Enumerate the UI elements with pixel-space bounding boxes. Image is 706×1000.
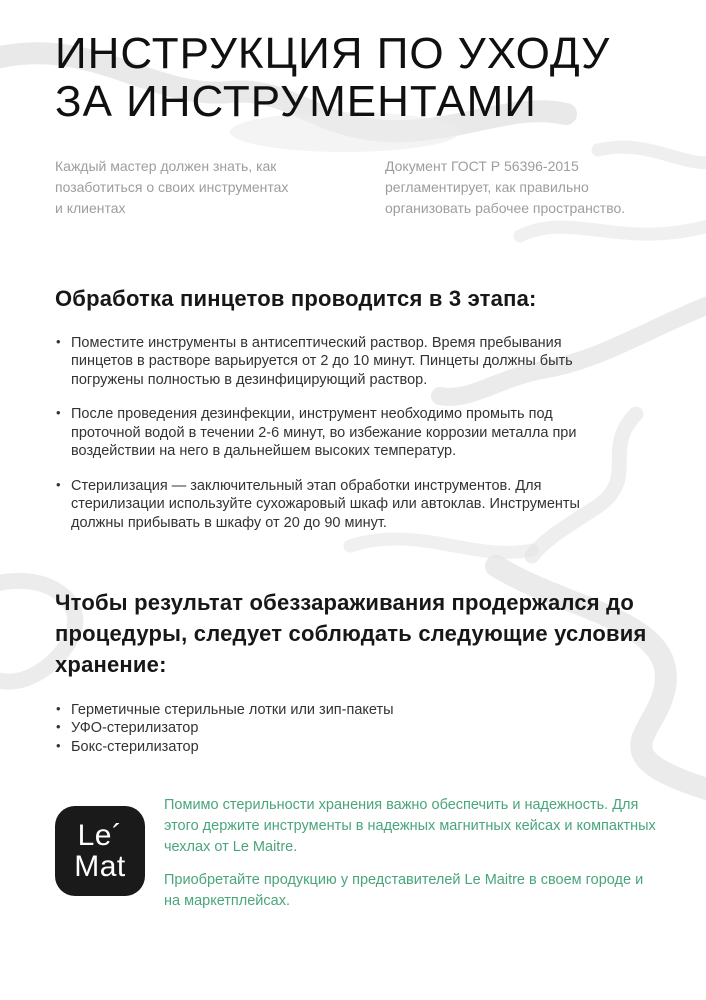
storage-options-list bbox=[55, 701, 656, 757]
processing-steps-list bbox=[55, 334, 656, 533]
storage-option-2: • УФО-стерилизатор bbox=[55, 719, 623, 738]
storage-option-3: • Бокс-стерилизатор bbox=[55, 738, 623, 757]
page-title-line-1: ИНСТРУКЦИЯ ПО УХОДУ bbox=[55, 29, 611, 78]
footer-paragraph-2: Приобретайте продукцию у представителей Le Maitre в своем городе и на маркетплейсах. bbox=[164, 871, 644, 909]
processing-step-1: • Поместите инструменты в антисептический раствор. Время пребывания пинцетов в растворе варьируется от 2 до 10 минут. Пинцеты должны быть погружены полностью в дезинфицирующий раствор. bbox=[55, 334, 623, 390]
page-title-line-2: ЗА ИНСТРУМЕНТАМИ bbox=[55, 76, 537, 126]
storage-heading: Чтобы результат обеззараживания продержался до процедуры, следует соблюдать следующие условия хранение: bbox=[55, 590, 647, 678]
intro-left-text: Каждый мастер должен знать, как позаботиться о своих инструментах и клиентах bbox=[55, 157, 289, 216]
storage-option-1: • Герметичные стерильные лотки или зип-пакеты bbox=[55, 701, 623, 720]
footer-text bbox=[164, 795, 656, 922]
page-title bbox=[55, 30, 656, 126]
lemat-logo bbox=[55, 806, 145, 896]
intro-row bbox=[55, 156, 656, 219]
lemat-logo-line-2: Mat bbox=[74, 850, 126, 884]
processing-heading: Обработка пинцетов проводится в 3 этапа: bbox=[55, 285, 537, 311]
processing-step-2: • После проведения дезинфекции, инструмент необходимо промыть под проточной водой в течении 2-6 минут, во избежание коррозии металла при воздействии на него в дальнейшем высоких температур. bbox=[55, 405, 623, 461]
intro-right-text: Документ ГОСТ Р 56396-2015 регламентирует, как правильно организовать рабочее пространство. bbox=[385, 157, 626, 216]
processing-step-3: • Стерилизация — заключительный этап обработки инструментов. Для стерилизации используйте сухожаровый шкаф или автоклав. Инструменты должны прибывать в шкафу от 20 до 90 минут. bbox=[55, 477, 623, 533]
footer-paragraph-1: Помимо стерильности хранения важно обеспечить и надежность. Для этого держите инструменты в надежных магнитных кейсах и компактных чехлах от Le Maitre. bbox=[164, 797, 656, 856]
footer bbox=[55, 797, 656, 922]
lemat-logo-line-1: Le´ bbox=[77, 819, 123, 853]
